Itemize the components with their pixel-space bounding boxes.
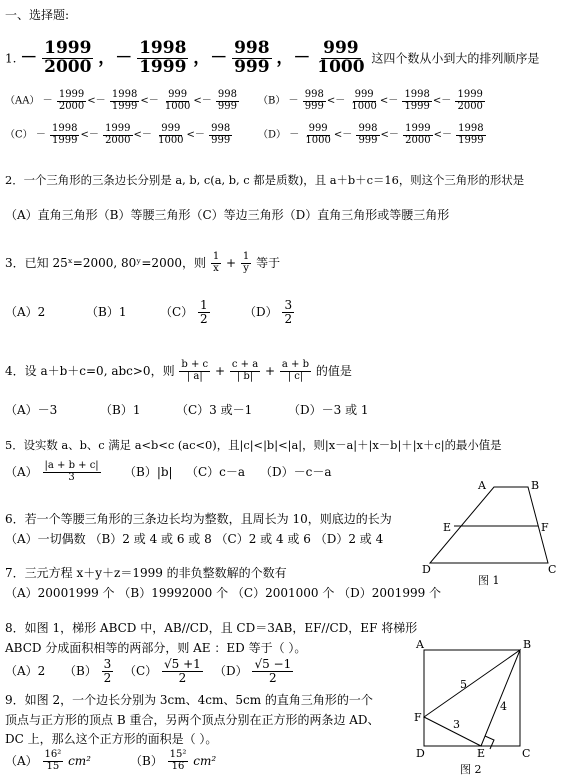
q1-fraction: $\frac{1998}{1999}$ <box>139 38 187 77</box>
q4-option-c[interactable]: （C）3 或－1 <box>176 403 253 417</box>
q1-option-d[interactable]: （D） － $\frac{999}{1000}$ <－ $\frac{998}{999}$ <－ $\frac{1999}{2000}$ <－ $\frac{1998}{1999}$ <box>258 123 484 146</box>
q3-stem: 3．已知 25ˣ=2000, 80ʸ=2000，则 $\frac{1}{x}$ + $\frac{1}{y}$ 等于 <box>5 251 281 274</box>
q8-stem-line2: ABCD 分成面积相等的两部分，则 AE ：ED 等于（ ）。 <box>5 641 307 655</box>
square-outline <box>424 650 520 746</box>
q4-option-a[interactable]: （A）－3 <box>5 403 58 417</box>
q3-option-a[interactable]: （A）2 <box>5 305 46 319</box>
q5-option-d[interactable]: （D）－c－a <box>260 465 332 479</box>
question-1: 1. － $\frac{1999}{2000}$ ，－ $\frac{1998}{1999}$ ，－ $\frac{998}{999}$ ，－ $\frac{999}{1000}$ 这四个数从小到大的排列顺序是 <box>5 38 540 77</box>
side-label-4: 4 <box>500 700 507 713</box>
label-a: A <box>478 479 486 492</box>
label-b: B <box>531 479 540 492</box>
q3-option-c[interactable]: （C） $\frac{1}{2}$ <box>160 298 208 326</box>
q7-stem: 7．三元方程 x＋y＋z＝1999 的非负整数解的个数有 <box>5 566 287 580</box>
label-c: C <box>548 563 557 576</box>
q9-stem-line1: 9．如图 2，一个边长分别为 3cm、4cm、5cm 的直角三角形的一个 <box>5 693 373 707</box>
q4-option-b[interactable]: （B）1 <box>100 403 141 417</box>
q7-options[interactable]: （A）20001999 个 （B）19992000 个 （C）2001000 个 （D）2001999 个 <box>5 586 442 600</box>
figure-2-caption: 图 2 <box>460 763 482 776</box>
q2-options[interactable]: （A）直角三角形（B）等腰三角形（C）等边三角形（D）直角三角形或等腰三角形 <box>5 208 450 222</box>
q9-stem-line2: 顶点与正方形的顶点 B 重合，另两个顶点分别在正方形的两条边 AD、 <box>5 713 380 727</box>
label-a: A <box>416 638 424 651</box>
q9-option-b[interactable]: （B） $\frac{\text{15²}}{16}$ cm² <box>130 749 217 772</box>
label-f: F <box>541 521 549 534</box>
q6-options[interactable]: （A）一切偶数 （B）2 或 4 或 6 或 8 （C）2 或 4 或 6 （D）2 或 4 <box>5 532 384 546</box>
section-title: 一、选择题: <box>5 8 70 22</box>
q1-fraction: $\frac{999}{1000}$ <box>317 38 365 77</box>
q1-fraction: $\frac{1999}{2000}$ <box>44 38 92 77</box>
figure-2-square <box>410 636 580 782</box>
q2-stem: 2．一个三角形的三条边长分别是 a, b, c(a, b, c 都是质数)，且 a＋b＋c＝16，则这个三角形的形状是 <box>5 173 525 187</box>
q1-tail: 这四个数从小到大的排列顺序是 <box>371 51 540 66</box>
figure-1-caption: 图 1 <box>478 574 500 587</box>
label-f: F <box>414 711 422 724</box>
side-label-3: 3 <box>453 718 460 731</box>
q9-stem-line3: DC 上，那么这个正方形的面积是（ ）。 <box>5 732 218 746</box>
q8-option-b[interactable]: （B） $\frac{3}{2}$ <box>64 657 112 685</box>
q5-option-b[interactable]: （B）|b| <box>124 465 173 479</box>
label-e: E <box>477 747 486 760</box>
q5-option-c[interactable]: （C）c－a <box>186 465 246 479</box>
q1-fraction: $\frac{998}{999}$ <box>234 38 270 77</box>
right-triangle <box>424 650 520 746</box>
q3-option-b[interactable]: （B）1 <box>86 305 127 319</box>
q5-option-a[interactable]: （A） $\frac{|a + b + c|}{3}$ <box>5 460 99 483</box>
q1-number: 1. <box>5 51 17 66</box>
right-angle-mark <box>485 736 494 749</box>
figure-1-trapezoid <box>410 475 580 590</box>
q8-option-c[interactable]: （C） $\frac{√5 +1}{2}$ <box>124 657 201 685</box>
q3-option-d[interactable]: （D） $\frac{3}{2}$ <box>244 298 293 326</box>
q1-option-b[interactable]: （B） － $\frac{998}{999}$ <－ $\frac{999}{1000}$ <－ $\frac{1998}{1999}$ <－ $\frac{1999}{2000}$ <box>258 89 483 112</box>
q8-option-d[interactable]: （D） $\frac{√5 -1}{2}$ <box>214 657 292 685</box>
label-e: E <box>443 521 452 534</box>
q8-stem-line1: 8．如图 1，梯形 ABCD 中，AB//CD，且 CD＝3AB，EF//CD，EF 将梯形 <box>5 621 418 635</box>
q1-option-c[interactable]: （C） － $\frac{1998}{1999}$ <－ $\frac{1999}{2000}$ <－ $\frac{999}{1000}$ <－ $\frac{998}{999}$ <box>5 123 231 146</box>
q4-stem: 4．设 a＋b＋c=0, abc>0，则 $\frac{b + c}{| a|}$ + $\frac{c + a}{| b|}$ + $\frac{a + b}{| c|}$ 的值是 <box>5 359 352 382</box>
label-b: B <box>523 638 532 651</box>
label-d: D <box>416 747 425 760</box>
label-d: D <box>422 563 431 576</box>
q5-stem: 5．设实数 a、b、c 满足 a<b<c (ac<0)，且|c|<|b|<|a|，则|x－a|＋|x－b|＋|x＋c|的最小值是 <box>5 438 502 452</box>
side-label-5: 5 <box>460 678 467 691</box>
q1-option-a[interactable]: （AA） － $\frac{1999}{2000}$ <－ $\frac{1998}{1999}$ <－ $\frac{999}{1000}$ <－ $\frac{998}{999}$ <box>5 89 238 112</box>
label-c: C <box>522 747 531 760</box>
q9-option-a[interactable]: （A） $\frac{\text{16²}}{15}$ cm² <box>5 749 91 772</box>
q4-option-d[interactable]: （D）－3 或 1 <box>288 403 369 417</box>
q6-stem: 6．若一个等腰三角形的三条边长均为整数，且周长为 10，则底边的长为 <box>5 512 392 526</box>
q8-option-a[interactable]: （A）2 <box>5 664 46 678</box>
